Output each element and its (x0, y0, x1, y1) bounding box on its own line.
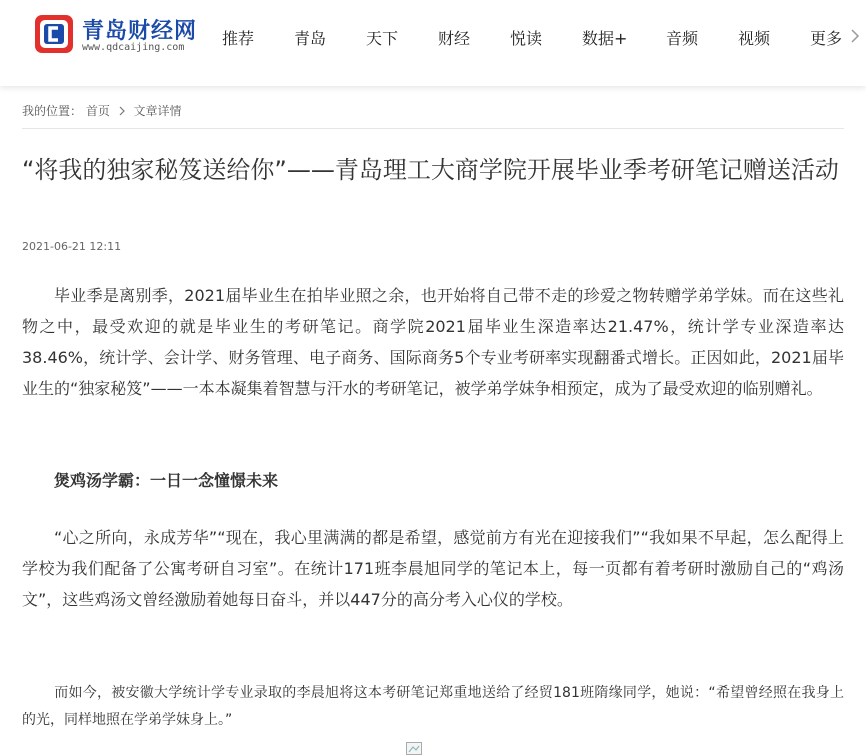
article-paragraph: 毕业季是离别季，2021届毕业生在拍毕业照之余，也开始将自己带不走的珍爱之物转赠学弟学妹。而在这些礼物之中，最受欢迎的就是毕业生的考研笔记。商学院2021届毕业生深造率达21.47%，统计学专业深造率达38.46%，统计学、会计学、财务管理、电子商务、国际商务5个专业考研率实现翻番式增长。正因如此，2021届毕业生的“独家秘笈”——一本本凝集着智慧与汗水的考研笔记，被学弟学妹争相预定，成为了最受欢迎的临别赠礼。 (22, 286, 844, 398)
nav-item-world[interactable]: 天下 (366, 29, 399, 48)
site-logo[interactable] (34, 12, 204, 58)
site-header (0, 0, 866, 86)
nav-item-qingdao[interactable]: 青岛 (294, 29, 327, 48)
nav-item-reading[interactable]: 悦读 (510, 29, 543, 48)
nav-item-data[interactable]: 数据+ (582, 29, 628, 48)
breadcrumb-home-link[interactable]: 首页 (85, 104, 110, 118)
site-name: 青岛财经网 (82, 19, 198, 44)
divider (22, 128, 844, 129)
nav-item-more[interactable]: 更多 (810, 29, 843, 48)
article-paragraph: 而如今，被安徽大学统计学专业录取的李晨旭将这本考研笔记郑重地送给了经贸181班隋缘同学，她说：“希望曾经照在我身上的光，同样地照在学弟学妹身上。” (22, 685, 844, 728)
article-paragraph: “心之所向，永成芳华”“现在，我心里满满的都是希望，感觉前方有光在迎接我们”“我如果不早起，怎么配得上学校为我们配备了公寓考研自习室”。在统计171班李晨旭同学的笔记本上，每一页都有着考研时激励自己的“鸡汤文”，这些鸡汤文曾经激励着她每日奋斗，并以447分的高分考入心仪的学校。 (22, 528, 844, 609)
article-title: “将我的独家秘笈送给你”——青岛理工大商学院开展毕业季考研笔记赠送活动 (22, 156, 839, 184)
article-date: 2021-06-21 12:11 (22, 240, 122, 253)
nav-item-finance[interactable]: 财经 (438, 29, 471, 48)
article-subheading: 煲鸡汤学霸：一日一念憧憬未来 (54, 471, 279, 490)
qdcaijing-logo-icon (34, 14, 74, 54)
chevron-right-icon (118, 106, 126, 116)
nav-item-video[interactable]: 视频 (738, 29, 771, 48)
breadcrumb (22, 102, 182, 119)
site-url: www.qdcaijing.com (82, 42, 185, 53)
chevron-right-icon[interactable] (846, 22, 866, 50)
broken-image-icon (406, 742, 422, 755)
nav-item-recommend[interactable]: 推荐 (222, 29, 255, 48)
breadcrumb-prefix: 我的位置： (22, 104, 83, 118)
nav-item-audio[interactable]: 音频 (666, 29, 699, 48)
breadcrumb-current: 文章详情 (133, 104, 182, 118)
